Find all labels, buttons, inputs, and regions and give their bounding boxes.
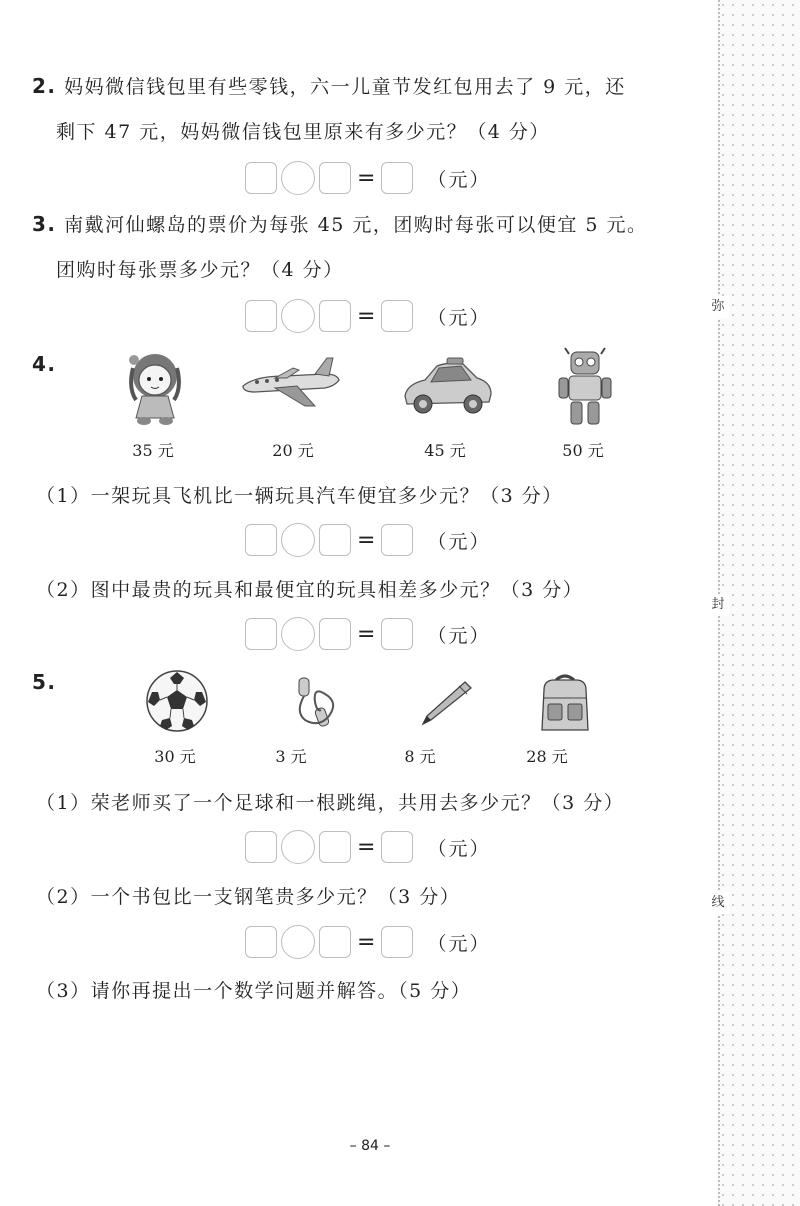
operator-circle[interactable] [281, 925, 315, 959]
answer-box[interactable] [245, 300, 277, 332]
operator-circle[interactable] [281, 617, 315, 651]
q3-line-1 [32, 210, 648, 237]
answer-box[interactable] [319, 162, 351, 194]
price-backpack: 28 元 [526, 747, 568, 766]
price-robot: 50 元 [562, 441, 604, 460]
equals-sign: = [357, 303, 376, 329]
answer-box[interactable] [319, 300, 351, 332]
q5-number: 5. [32, 670, 57, 694]
equals-sign: = [357, 621, 376, 647]
answer-box[interactable] [319, 831, 351, 863]
operator-circle[interactable] [281, 830, 315, 864]
result-box[interactable] [381, 926, 413, 958]
q4-item-car [392, 350, 502, 420]
equals-sign: = [357, 527, 376, 553]
operator-circle[interactable] [281, 161, 315, 195]
q5-sub-2: （2）一个书包比一支钢笔贵多少元？（3 分） [36, 886, 461, 908]
page-number: – 84 – [349, 1138, 391, 1154]
fountain-pen-icon [415, 678, 475, 728]
answer-box[interactable] [319, 926, 351, 958]
q5-item-pen [390, 678, 500, 728]
price-soccer-ball: 30 元 [154, 747, 196, 766]
q2-number: 2. [32, 74, 57, 98]
q4-item-airplane [235, 350, 345, 420]
price-car: 45 元 [424, 441, 466, 460]
answer-box[interactable] [245, 162, 277, 194]
margin-char-mi: 弥 [707, 296, 729, 318]
result-box[interactable] [381, 162, 413, 194]
margin-char-xian: 线 [707, 892, 729, 914]
price-airplane: 20 元 [272, 441, 314, 460]
answer-box[interactable] [245, 524, 277, 556]
result-box[interactable] [381, 831, 413, 863]
operator-circle[interactable] [281, 299, 315, 333]
unit-label: （元） [427, 932, 491, 955]
toy-car-icon [397, 350, 497, 420]
price-jump-rope: 3 元 [275, 747, 307, 766]
robot-icon [555, 346, 615, 430]
q4-2-equation [245, 616, 490, 652]
q2-text-2: 剩下 47 元，妈妈微信钱包里原来有多少元？（4 分） [56, 121, 550, 143]
q4-sub-2: （2）图中最贵的玩具和最便宜的玩具相差多少元？（3 分） [36, 579, 584, 601]
soccer-ball-icon [144, 668, 210, 734]
jump-rope-icon [285, 672, 345, 732]
operator-circle[interactable] [281, 523, 315, 557]
unit-label: （元） [427, 837, 491, 860]
q5-item-backpack [510, 670, 620, 736]
answer-box[interactable] [319, 524, 351, 556]
airplane-icon [235, 350, 345, 420]
q5-sub-1: （1）荣老师买了一个足球和一根跳绳，共用去多少元？（3 分） [36, 792, 625, 814]
doll-icon [120, 348, 190, 428]
equals-sign: = [357, 165, 376, 191]
q5-2-equation [245, 924, 490, 960]
result-box[interactable] [381, 524, 413, 556]
unit-label: （元） [427, 168, 491, 191]
answer-box[interactable] [319, 618, 351, 650]
q5-item-jump-rope [260, 672, 370, 732]
equals-sign: = [357, 834, 376, 860]
price-doll: 35 元 [132, 441, 174, 460]
q4-sub-1: （1）一架玩具飞机比一辆玩具汽车便宜多少元？（3 分） [36, 485, 563, 507]
result-box[interactable] [381, 300, 413, 332]
q3-equation [245, 298, 490, 334]
q4-item-doll [100, 348, 210, 428]
backpack-icon [532, 670, 598, 736]
unit-label: （元） [427, 530, 491, 553]
result-box[interactable] [381, 618, 413, 650]
q2-equation [245, 160, 490, 196]
q2-text-1: 妈妈微信钱包里有些零钱，六一儿童节发红包用去了 9 元，还 [64, 76, 626, 98]
q3-text-1: 南戴河仙螺岛的票价为每张 45 元，团购时每张可以便宜 5 元。 [64, 214, 648, 236]
answer-box[interactable] [245, 618, 277, 650]
price-pen: 8 元 [404, 747, 436, 766]
equals-sign: = [357, 929, 376, 955]
unit-label: （元） [427, 306, 491, 329]
answer-box[interactable] [245, 926, 277, 958]
binding-margin [718, 0, 800, 1206]
q4-item-robot [530, 346, 640, 430]
q5-item-soccer-ball [122, 668, 232, 734]
q3-number: 3. [32, 212, 57, 236]
unit-label: （元） [427, 624, 491, 647]
q3-text-2: 团购时每张票多少元？（4 分） [56, 259, 344, 281]
q4-1-equation [245, 522, 490, 558]
q4-number: 4. [32, 352, 57, 376]
answer-box[interactable] [245, 831, 277, 863]
margin-char-feng: 封 [707, 594, 729, 616]
q5-sub-3: （3）请你再提出一个数学问题并解答。（5 分） [36, 980, 472, 1002]
q5-1-equation [245, 829, 490, 865]
q2-line-1 [32, 72, 626, 99]
